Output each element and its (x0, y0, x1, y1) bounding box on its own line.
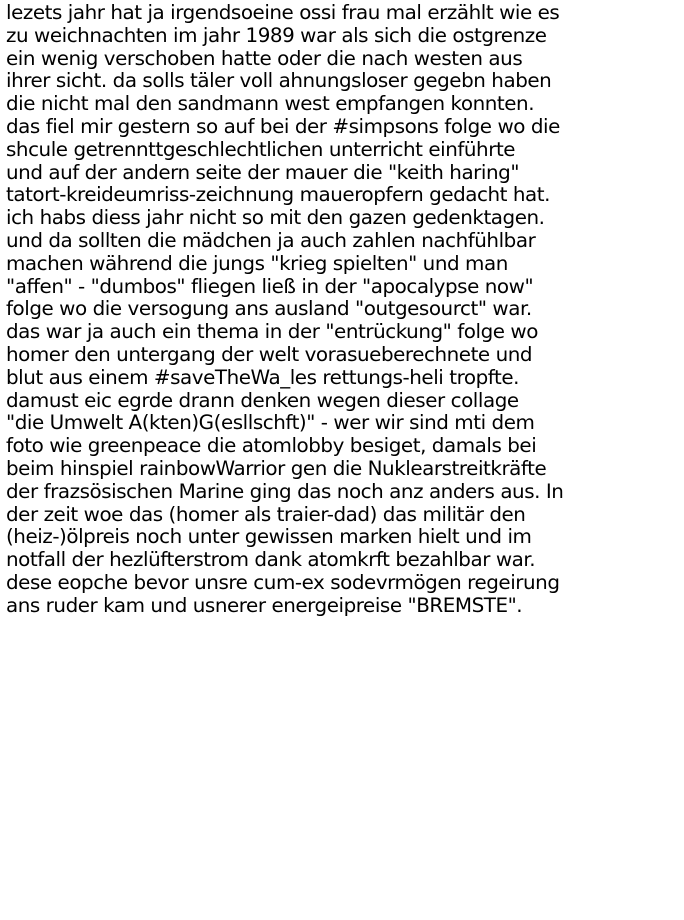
text-line: und auf der andern seite der mauer die "keith haring" (6, 160, 520, 184)
text-line: das fiel mir gestern so auf bei der #simpsons folge wo die (6, 114, 560, 138)
text-line: damust eic egrde drann denken wegen dieser collage (6, 388, 519, 412)
text-line: beim hinspiel rainbowWarrior gen die Nuklearstreitkräfte (6, 456, 547, 480)
text-line: machen während die jungs "krieg spielten" und man (6, 251, 508, 275)
text-line: ihrer sicht. da solls täler voll ahnungsloser gegebn haben (6, 69, 552, 93)
text-line: foto wie greenpeace die atomlobby besiget, damals bei (6, 434, 537, 458)
text-line: das war ja auch ein thema in der "entrückung" folge wo (6, 320, 538, 344)
text-line: "die Umwelt A(kten)G(esllschft)" - wer wir sind mti dem (6, 411, 535, 435)
text-line: (heiz-)ölpreis noch unter gewissen marken hielt und im (6, 525, 532, 549)
text-line: "affen" - "dumbos" fliegen ließ in der "apocalypse now" (6, 274, 534, 298)
text-line: folge wo die versogung ans ausland "outgesourct" war. (6, 297, 532, 321)
text-body (6, 2, 682, 618)
text-line: lezets jahr hat ja irgendsoeine ossi frau mal erzählt wie es (6, 1, 560, 24)
text-line: die nicht mal den sandmann west empfangen konnten. (6, 92, 535, 116)
text-line: shcule getrennttgeschlechtlichen unterricht einführte (6, 137, 516, 161)
text-line: ich habs diess jahr nicht so mit den gazen gedenktagen. (6, 206, 545, 230)
text-line: blut aus einem #saveTheWa_les rettungs-heli tropfte. (6, 365, 519, 389)
text-line: ein wenig verschoben hatte oder die nach westen aus (6, 46, 523, 70)
text-line: dese eopche bevor unsre cum-ex sodevrmögen regeirung (6, 570, 560, 594)
text-line: zu weichnachten im jahr 1989 war als sich die ostgrenze (6, 23, 547, 47)
text-line: der zeit woe das (homer als traier-dad) das militär den (6, 502, 526, 526)
text-line: tatort-kreideumriss-zeichnung maueropfern gedacht hat. (6, 183, 551, 207)
text-line: homer den untergang der welt vorasueberechnete und (6, 342, 533, 366)
text-line: ans ruder kam und usnerer energeipreise "BREMSTE". (6, 593, 523, 617)
text-line: notfall der hezlüfterstrom dank atomkrft bezahlbar war. (6, 548, 536, 572)
text-line: und da sollten die mädchen ja auch zahlen nachfühlbar (6, 228, 536, 252)
text-line: der frazsösischen Marine ging das noch anz anders aus. In (6, 479, 564, 503)
